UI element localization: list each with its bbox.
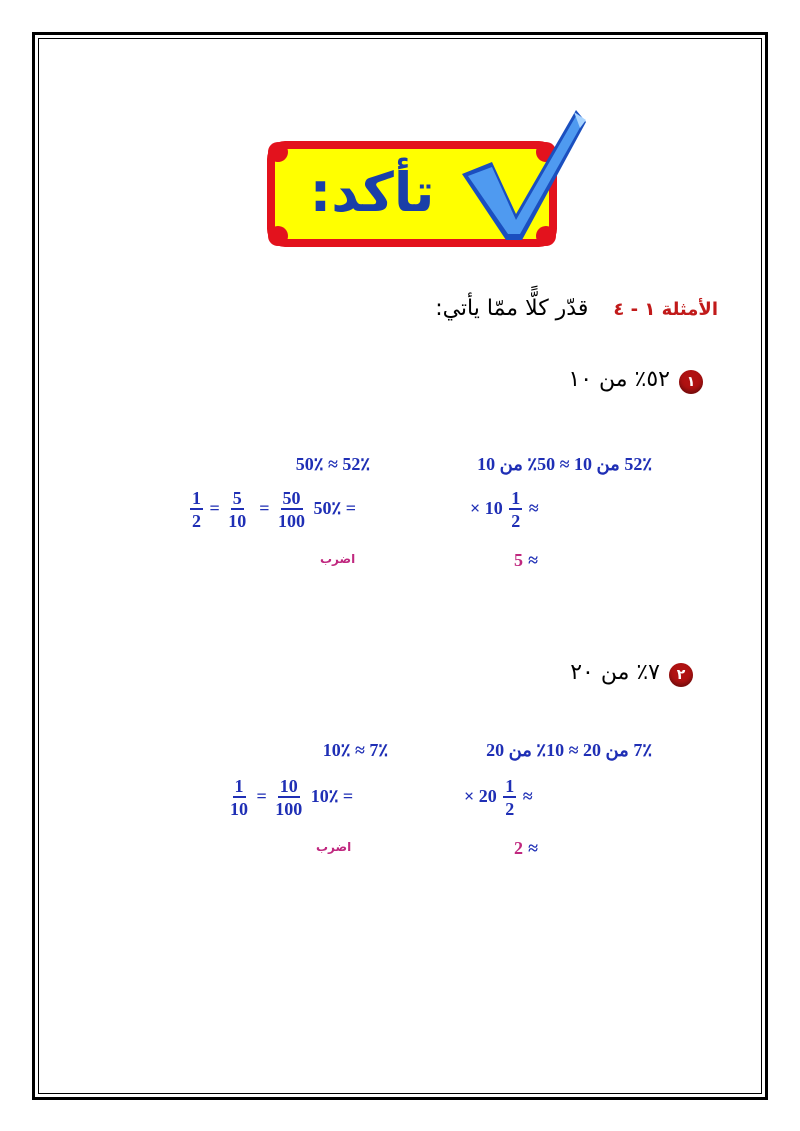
result-value: 2 — [514, 838, 523, 858]
approx-sign: ≈ — [522, 786, 533, 807]
equals-sign: = — [259, 498, 270, 519]
fraction-chain — [188, 488, 356, 532]
fraction: $\frac{1}{2}$ — [511, 488, 521, 531]
fraction: $\frac{10}{100}$ — [275, 776, 303, 819]
checkmark-icon — [458, 104, 588, 244]
multiply-expression — [470, 488, 539, 532]
exercise-heading — [435, 296, 718, 321]
banner-title: تأكد: — [309, 160, 435, 224]
step-line: 52٪ من 10 ≈ 50٪ من 10 — [477, 454, 652, 474]
step-line: 52٪ ≈ 50٪ — [295, 454, 370, 474]
approx-sign: ≈ — [528, 498, 539, 519]
fraction: $\frac{50}{100}$ — [278, 488, 306, 531]
fraction: $\frac{5}{10}$ — [228, 488, 247, 531]
question-number-badge: ٢ — [669, 663, 693, 687]
fraction: $\frac{1}{10}$ — [230, 776, 248, 819]
result-line — [514, 550, 538, 571]
multiply-hint: اضرب — [316, 840, 352, 854]
equals-sign: = — [209, 498, 220, 519]
step-line: 7٪ ≈ 10٪ — [322, 740, 388, 760]
approx-sign: ≈ — [528, 838, 538, 858]
instruction-text: قدّر كلًّا ممّا يأتي: — [435, 296, 589, 321]
step-line: 7٪ من 20 ≈ 10٪ من 20 — [486, 740, 652, 760]
times-factor: × 10 — [470, 498, 503, 519]
multiply-hint: اضرب — [320, 552, 356, 566]
question-text: ٧٪ من ٢٠ — [570, 660, 660, 685]
percent-equals: 50٪ = — [313, 498, 356, 519]
fraction: $\frac{1}{2}$ — [192, 488, 201, 531]
multiply-expression — [464, 776, 533, 820]
approx-sign: ≈ — [528, 550, 538, 570]
result-line — [514, 838, 538, 859]
percent-equals: 10٪ = — [310, 786, 354, 807]
result-value: 5 — [514, 550, 523, 570]
question-text: ٥٢٪ من ١٠ — [568, 367, 670, 392]
equals-sign: = — [256, 786, 267, 807]
examples-ref: الأمثلة ١ - ٤ — [613, 299, 718, 320]
question-number-badge: ١ — [679, 370, 703, 394]
fraction-chain — [226, 776, 353, 820]
times-factor: × 20 — [464, 786, 497, 807]
fraction: $\frac{1}{2}$ — [505, 776, 515, 819]
